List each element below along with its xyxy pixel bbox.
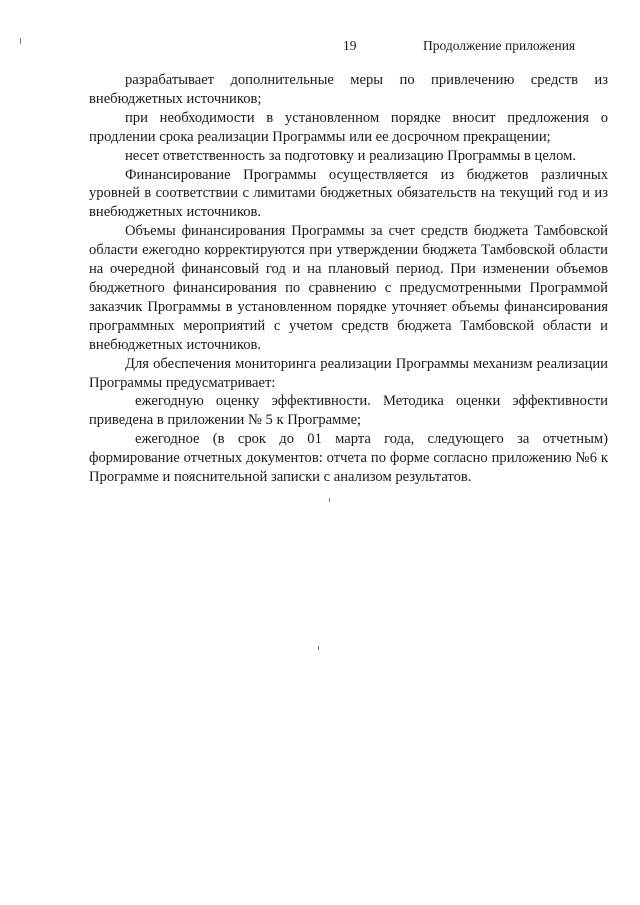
paragraph: Финансирование Программы осуществляется из бюджетов различных уровней в соответствии с лимитами бюджетных обязательств на текущий год и из внебюджетных источников. xyxy=(89,166,608,221)
paragraph: несет ответственность за подготовку и реализацию Программы в целом. xyxy=(125,147,576,164)
document-body xyxy=(89,71,608,487)
paragraph: ежегодную оценку эффективности. Методика оценки эффективности приведена в приложении № 5 к Программе; xyxy=(89,393,608,429)
scan-speck xyxy=(20,38,21,44)
scan-speck xyxy=(318,646,319,650)
paragraph: при необходимости в установленном порядке вносит предложения о продлении срока реализации Программы или ее досрочном прекращении; xyxy=(89,109,608,145)
page-header xyxy=(0,38,640,58)
paragraph: разрабатывает дополнительные меры по привлечению средств из внебюджетных источников; xyxy=(89,72,608,107)
paragraph: Объемы финансирования Программы за счет средств бюджета Тамбовской области ежегодно корректируются при утверждении бюджета Тамбовской области на очередной финансовый год и на плановый период. При изменении объемов бюджетного финансирования по сравнению с предусмотренными Программой заказчик Программы в установленном порядке уточняет объемы финансирования программных мероприятий с учетом средств бюджета Тамбовской области и внебюджетных источников. xyxy=(89,223,608,353)
paragraph: ежегодное (в срок до 01 марта года, следующего за отчетным) формирование отчетных документов: отчета по форме согласно приложению №6 к Программе и пояснительной записки с анализом результатов. xyxy=(89,431,608,486)
header-note: Продолжение приложения xyxy=(423,38,576,53)
page-number: 19 xyxy=(343,38,357,53)
paragraph: Для обеспечения мониторинга реализации Программы механизм реализации Программы предусматривает: xyxy=(89,355,608,391)
scan-speck xyxy=(329,498,330,502)
